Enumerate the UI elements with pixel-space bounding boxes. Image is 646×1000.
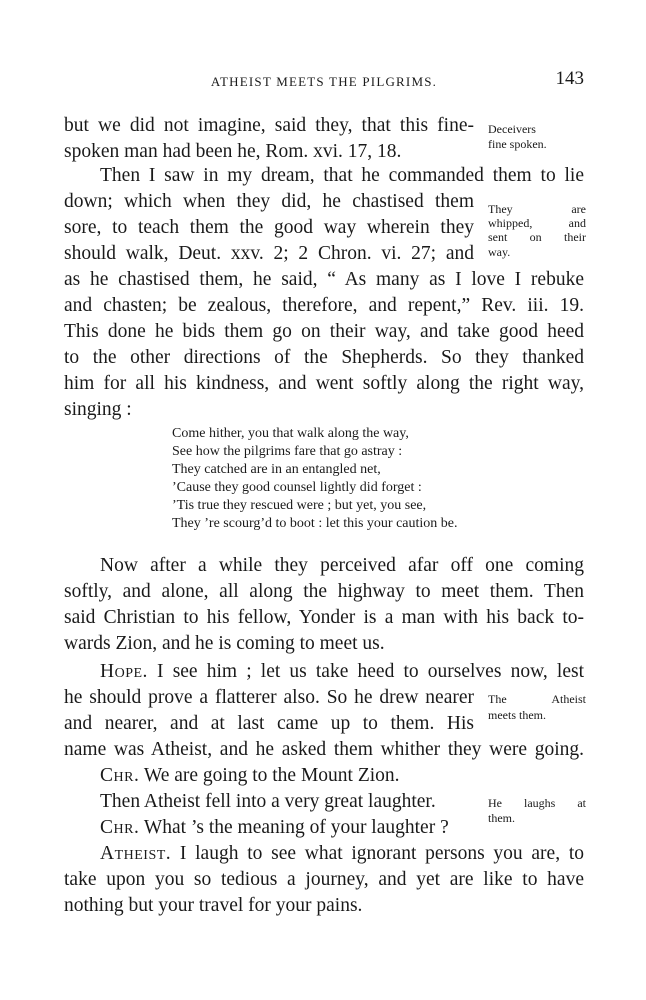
verse-line: ’Cause they good counsel lightly did forget : [172, 480, 422, 495]
margin-note-line: way. [488, 245, 511, 259]
margin-note-line: Deceivers [488, 122, 536, 136]
margin-note-line: sent on their [488, 230, 586, 244]
body-line: wards Zion, and he is coming to meet us. [64, 633, 385, 654]
body-line: him for all his kindness, and went softly along the right way, [64, 373, 584, 394]
body-line: to the other directions of the Shepherds. So they thanked [64, 347, 584, 368]
body-line: name was Atheist, and he asked them whither they were going. [64, 739, 584, 760]
speaker-chr: Chr. [100, 765, 140, 786]
speaker-chr: Chr. [100, 817, 140, 838]
verse-line: They catched are in an entangled net, [172, 462, 381, 477]
body-line: nothing but your travel for your pains. [64, 895, 363, 916]
margin-note-line: them. [488, 811, 515, 825]
speaker-atheist: Atheist. [100, 843, 172, 864]
body-line: Then I saw in my dream, that he commanded them to lie [100, 165, 584, 186]
body-line: spoken man had been he, Rom. xvi. 17, 18. [64, 141, 402, 162]
speaker-hope: Hope. [100, 661, 148, 682]
dialogue-line: Chr. We are going to the Mount Zion. [100, 765, 400, 786]
body-line: should walk, Deut. xxv. 2; 2 Chron. vi. 27; and [64, 243, 474, 264]
body-line: softly, and alone, all along the highway to meet them. Then [64, 581, 584, 602]
body-line: he should prove a flatterer also. So he drew nearer [64, 687, 474, 708]
body-line: Now after a while they perceived afar off one coming [100, 555, 584, 576]
dialogue-line: Hope. I see him ; let us take heed to ourselves now, lest [100, 661, 584, 682]
margin-note-line: They are [488, 202, 586, 216]
dialogue-line: Atheist. I laugh to see what ignorant persons you are, to [100, 843, 584, 864]
body-line: and chasten; be zealous, therefore, and repent,” Rev. iii. 19. [64, 295, 584, 316]
margin-note-line: meets them. [488, 708, 546, 722]
body-line: and nearer, and at last came up to them. His [64, 713, 474, 734]
page-number: 143 [555, 68, 584, 89]
verse-line: ’Tis true they rescued were ; but yet, you see, [172, 498, 427, 513]
body-line: as he chastised them, he said, “ As many as I love I rebuke [64, 269, 584, 290]
verse-line: Come hither, you that walk along the way, [172, 426, 409, 441]
margin-note-line: He laughs at [488, 796, 586, 810]
body-line: Then Atheist fell into a very great laughter. [100, 791, 436, 812]
body-line: take upon you so tedious a journey, and yet are like to have [64, 869, 584, 890]
running-head: ATHEIST MEETS THE PILGRIMS. [210, 74, 438, 89]
body-line: singing : [64, 399, 132, 420]
body-line: This done he bids them go on their way, and take good heed [64, 321, 584, 342]
body-line: but we did not imagine, said they, that this fine- [64, 115, 474, 136]
margin-note-line: whipped, and [488, 216, 586, 230]
verse-line: They ’re scourg’d to boot : let this your caution be. [172, 516, 458, 531]
margin-note-line: fine spoken. [488, 137, 547, 151]
body-line: said Christian to his fellow, Yonder is a man with his back to- [64, 607, 584, 628]
body-line: sore, to teach them the good way wherein they [64, 217, 474, 238]
verse-line: See how the pilgrims fare that go astray : [172, 444, 403, 459]
body-line: down; which when they did, he chastised them [64, 191, 474, 212]
dialogue-line: Chr. What ’s the meaning of your laughter ? [100, 817, 449, 838]
margin-note-line: The Atheist [488, 692, 586, 706]
